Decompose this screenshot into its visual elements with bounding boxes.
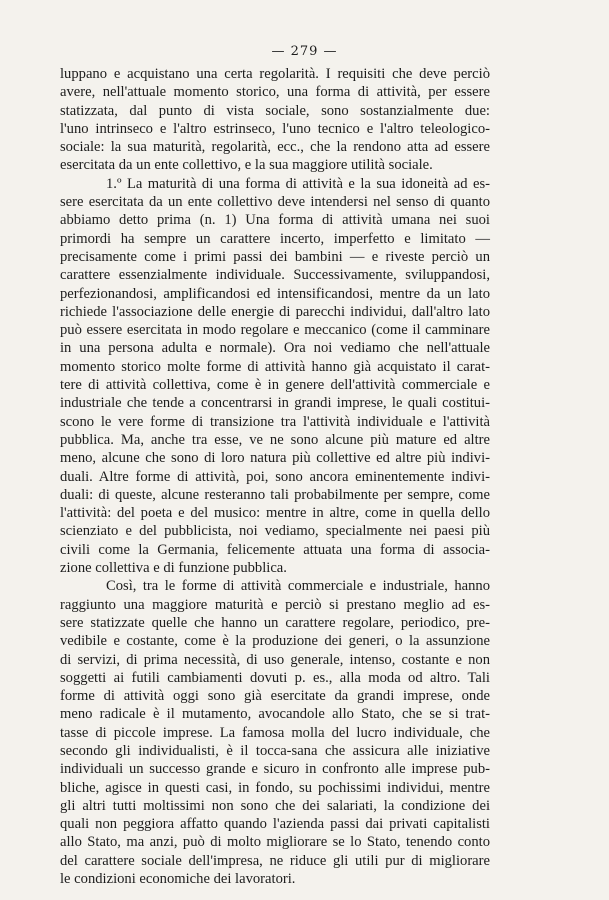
text-line: meno radicale è il mutamento, avocandole allo Stato, che se si trat- <box>60 706 490 723</box>
text-line: può essere esercitata in modo regolare e meccanico (come il camminare <box>60 322 490 339</box>
text-line: richiede l'associazione delle energie di parecchi individui, dall'altro lato <box>60 303 490 320</box>
text-line: pubblica. Ma, anche tra esse, ve ne sono alcune più mature ed altre <box>60 431 490 448</box>
page-number: — 279 — <box>271 44 338 59</box>
text-line: di servizi, di prima necessità, di uso generale, intenso, costante e non <box>60 651 490 668</box>
text-line: 1.º La maturità di una forma di attività e la sua idoneità ad es- <box>106 175 490 192</box>
text-line: carattere essenzialmente individuale. Successivamente, sviluppandosi, <box>60 267 490 284</box>
text-line: in una persona adulta e normale). Ora noi vediamo che nell'attuale <box>60 340 490 357</box>
text-line: zione collettiva e di funzione pubblica. <box>60 560 287 577</box>
paragraph <box>60 175 490 578</box>
body-text <box>60 65 490 888</box>
paragraph <box>60 577 490 888</box>
text-line: scono le vere forme di transizione tra l'attività individuale e l'attività <box>60 413 490 430</box>
text-line: raggiunto una maggiore maturità e perciò si prestano meglio ad es- <box>60 596 490 613</box>
text-line: allo Stato, ma anzi, può di molto migliorare se lo Stato, tenendo conto <box>60 834 490 851</box>
text-line: tasse di piccole imprese. La famosa molla del lucro individuale, che <box>60 724 490 741</box>
text-line: soggetti ai futili cambiamenti dovuti p. es., alla moda od altro. Tali <box>60 669 490 686</box>
paragraph <box>60 65 490 175</box>
text-line: vedibile e costante, come è la produzione dei generi, o la assunzione <box>60 633 490 650</box>
text-line: quali non peggiora affatto quando l'azienda passi dai privati capitalisti <box>60 816 490 833</box>
text-line: avere, nell'attuale momento storico, una forma di attività, per essere <box>60 84 490 101</box>
text-line: statizzata, dal punto di vista sociale, sono sostanzialmente due: <box>60 102 490 119</box>
text-line: tere di attività collettiva, come è in genere dell'attività commerciale e <box>60 377 490 394</box>
text-line: industriale che tende a concentrarsi in grandi imprese, le quali costitui- <box>60 395 490 412</box>
text-line: Così, tra le forme di attività commerciale e industriale, hanno <box>106 578 490 595</box>
text-line: luppano e acquistano una certa regolarità. I requisiti che deve perciò <box>60 66 490 82</box>
text-line: scienziato e del pubblicista, noi vediamo, specialmente nei paesi più <box>60 523 490 540</box>
text-line: perfezionandosi, amplificandosi ed intensificandosi, mentre da un lato <box>60 285 490 302</box>
text-line: momento storico molte forme di attività hanno già acquistato il carat- <box>60 358 490 375</box>
text-line: sere esercitata da un ente collettivo deve intendersi nel senso di quanto <box>60 194 490 211</box>
text-line: gli altri tutti moltissimi non sono che dei salariati, la condizione dei <box>60 797 490 814</box>
text-line: duali: di queste, alcune resteranno tali probabilmente per sempre, come <box>60 486 490 503</box>
text-line: individuali un successo grande e sicuro in confronto alle imprese pub- <box>60 761 490 778</box>
text-line: l'uno intrinseco e l'altro estrinseco, l'uno tecnico e l'altro teleologico- <box>60 120 490 137</box>
text-line: sociale: la sua maturità, regolarità, ecc., che la rendono atta ad essere <box>60 139 490 156</box>
text-line: secondo gli individualisti, è il tocca-sana che assicura alle iniziative <box>60 742 490 759</box>
text-line: del carattere sociale dell'impresa, ne riduce gli utili pur di migliorare <box>60 852 490 869</box>
text-line: esercitata da un ente collettivo, e la sua maggiore utilità sociale. <box>60 157 433 174</box>
text-line: le condizioni economiche dei lavoratori. <box>60 871 296 888</box>
text-line: bliche, agisce in questi casi, in fondo, su pochissimi individui, mentre <box>60 779 490 796</box>
text-line: primordi ha sempre un carattere incerto, imperfetto e limitato — <box>60 230 490 247</box>
text-line: abbiamo detto prima (n. 1) Una forma di attività umana nei suoi <box>60 212 490 229</box>
text-line: civili come la Germania, felicemente attuata una forma di associa- <box>60 541 490 558</box>
text-line: duali. Altre forme di attività, poi, sono ancora eminentemente indivi- <box>60 468 490 485</box>
text-line: sere statizzate quelle che hanno un carattere regolare, periodico, pre- <box>60 614 490 631</box>
text-line: meno, alcune che sono di loro natura più collettive ed altre più indivi- <box>60 450 490 467</box>
text-line: l'attività: del poeta e del musico: mentre in altre, come in quella dello <box>60 505 490 522</box>
text-line: precisamente come i primi passi dei bambini — e riveste perciò un <box>60 248 490 265</box>
text-line: forme di attività oggi sono già esercitate da grandi imprese, onde <box>60 688 490 705</box>
